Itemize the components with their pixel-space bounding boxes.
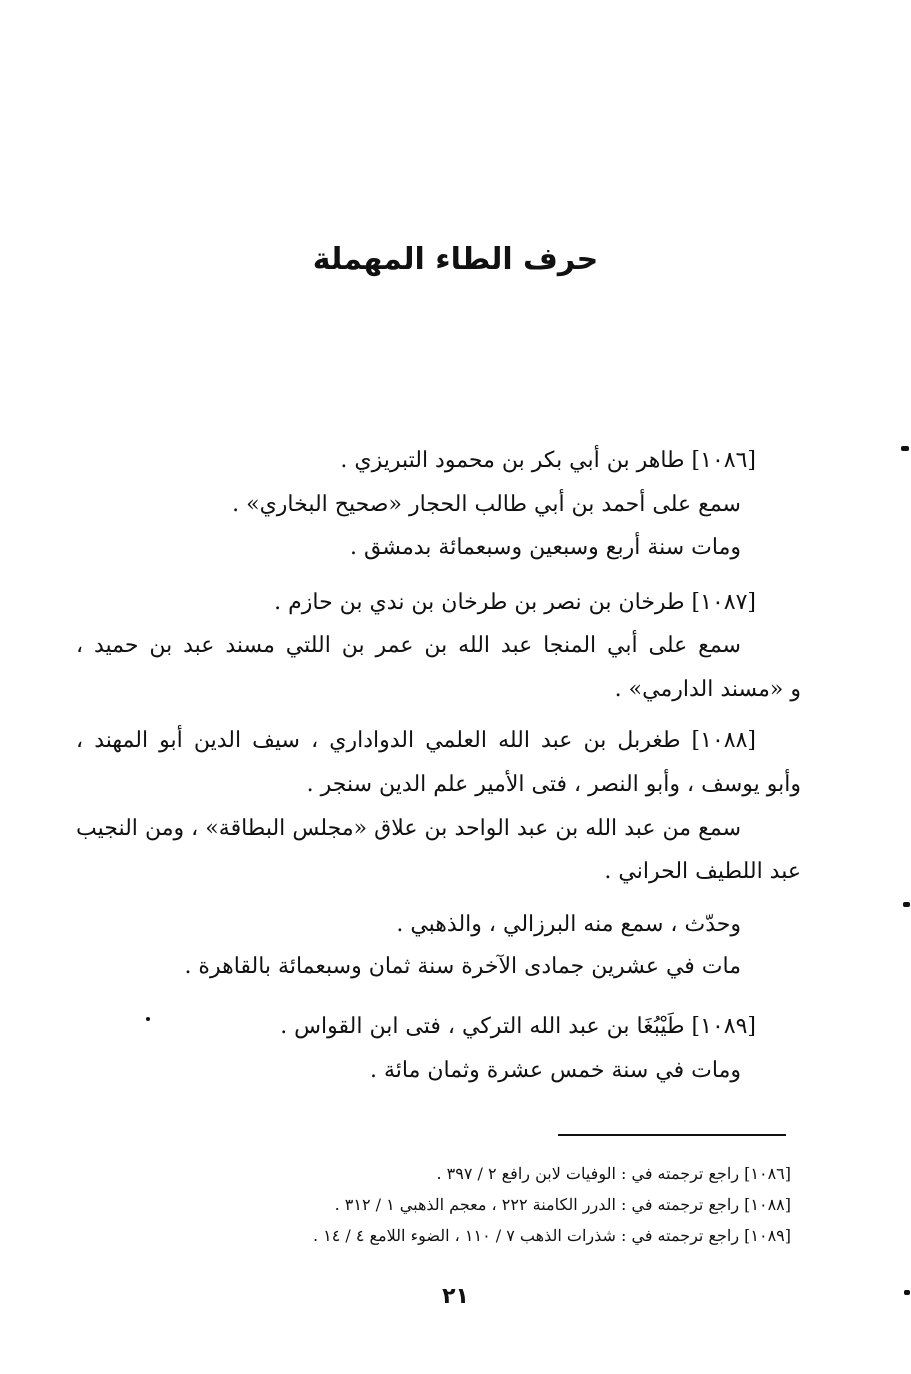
footnote-1086: [١٠٨٦] راجع ترجمته في : الوفيات لابن رافع ٢ / ٣٩٧ . <box>436 1164 791 1183</box>
footnote-separator <box>558 1134 786 1136</box>
entry-1088-line-4: عبد اللطيف الحراني . <box>604 859 801 884</box>
entry-1088-line-1: [١٠٨٨] طغربل بن عبد الله العلمي الدواداري ، سيف الدين أبو المهند ، <box>76 728 756 753</box>
entry-1089-line-2: ومات في سنة خمس عشرة وثمان مائة . <box>369 1058 741 1083</box>
scan-speck <box>901 446 909 451</box>
footnote-1089: [١٠٨٩] راجع ترجمته في : شذرات الذهب ٧ / ١١٠ ، الضوء اللامع ٤ / ١٤ . <box>312 1226 791 1245</box>
entry-1086-line-1: [١٠٨٦] طاهر بن أبي بكر بن محمود التبريزي . <box>340 448 756 473</box>
page-number: ٢١ <box>442 1284 469 1309</box>
entry-1086-line-2: سمع على أحمد بن أبي طالب الحجار «صحيح البخاري» . <box>232 492 741 517</box>
entry-1087-line-3: و «مسند الدارمي» . <box>614 677 801 702</box>
entry-1089-line-1: [١٠٨٩] طَيْبُغَا بن عبد الله التركي ، فتى ابن القواس . <box>280 1014 756 1039</box>
entry-1087-line-1: [١٠٨٧] طرخان بن نصر بن طرخان بن ندي بن حازم . <box>274 590 756 615</box>
entry-1086-line-3: ومات سنة أربع وسبعين وسبعمائة بدمشق . <box>350 535 741 560</box>
scan-speck <box>903 902 910 907</box>
entry-1088-line-5: وحدّث ، سمع منه البرزالي ، والذهبي . <box>396 912 741 937</box>
footnote-1088: [١٠٨٨] راجع ترجمته في : الدرر الكامنة ٢٢٢ ، معجم الذهبي ١ / ٣١٢ . <box>334 1195 791 1214</box>
chapter-heading: حرف الطاء المهملة <box>312 242 599 277</box>
entry-1088-line-2: وأبو يوسف ، وأبو النصر ، فتى الأمير علم الدين سنجر . <box>306 772 801 797</box>
entry-1088-line-6: مات في عشرين جمادى الآخرة سنة ثمان وسبعمائة بالقاهرة . <box>184 954 741 979</box>
entry-1087-line-2: سمع على أبي المنجا عبد الله بن عمر بن اللتي مسند عبد بن حميد ، <box>76 633 741 658</box>
scan-speck <box>904 1290 910 1295</box>
entry-1088-line-3: سمع من عبد الله بن عبد الواحد بن علاق «مجلس البطاقة» ، ومن النجيب <box>76 816 741 841</box>
scan-speck <box>146 1017 150 1021</box>
